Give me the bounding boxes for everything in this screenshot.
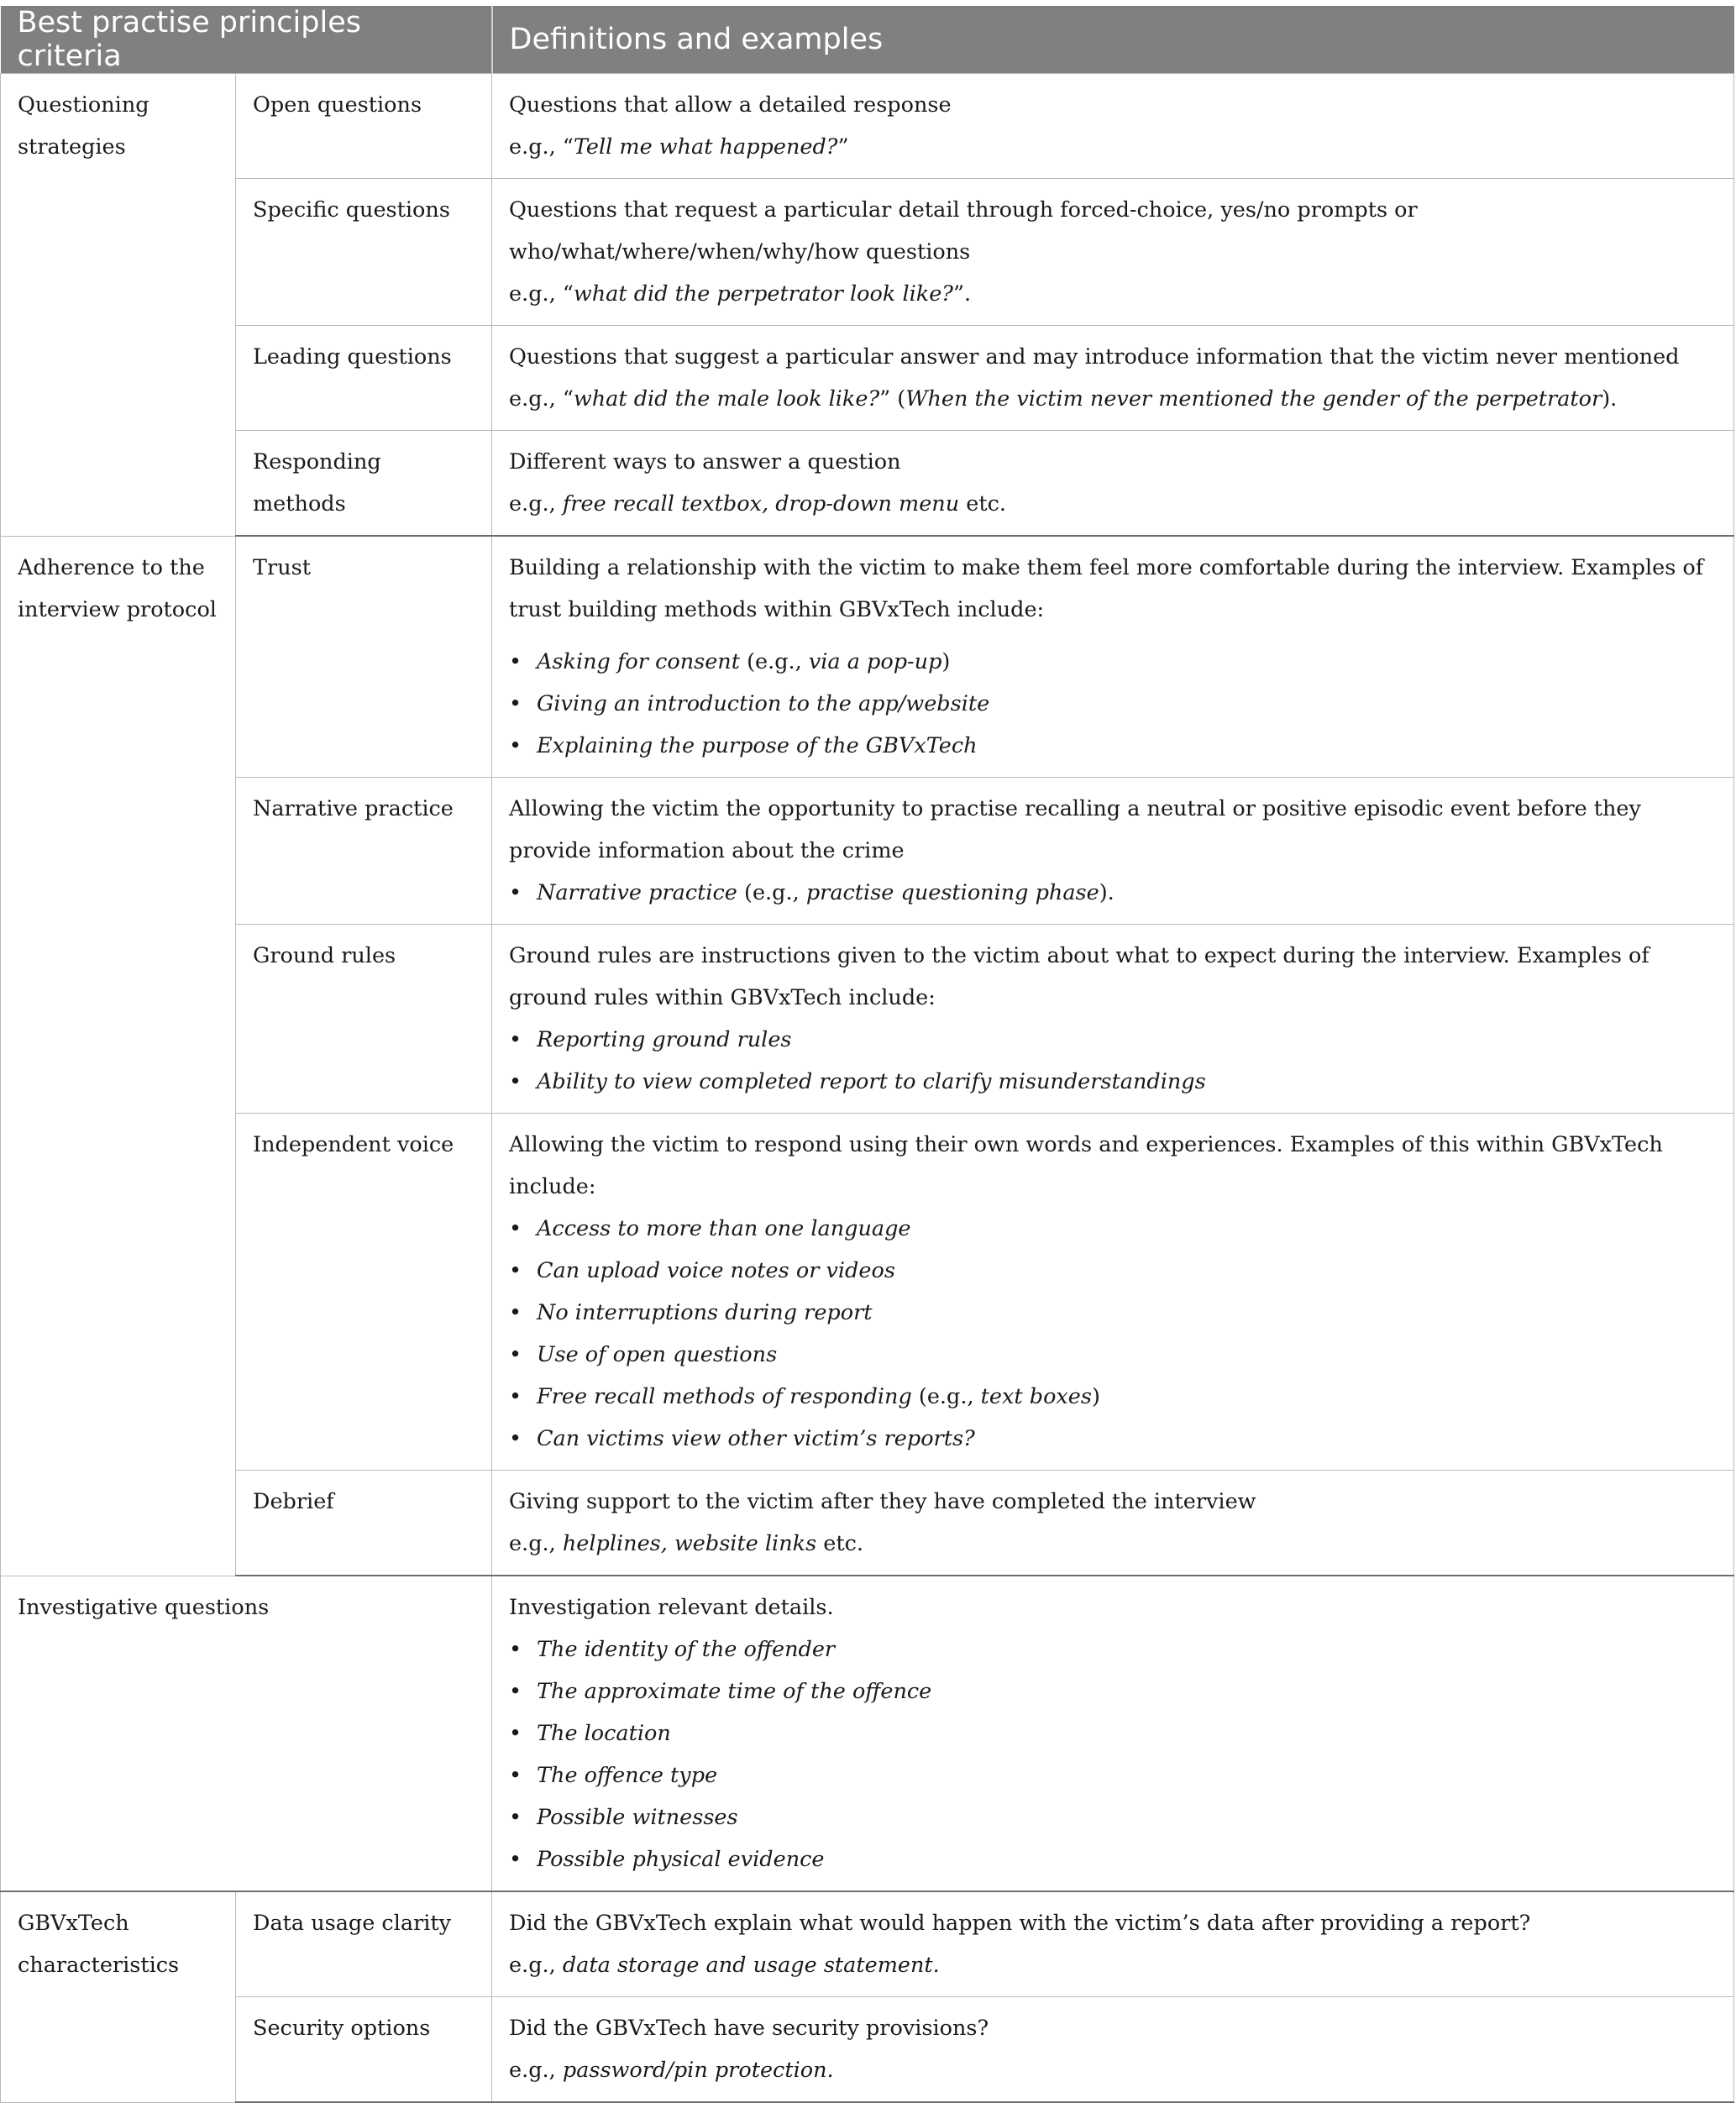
criterion-narrative-practice: Narrative practice — [236, 778, 492, 925]
bullet-list — [509, 1019, 1717, 1103]
list-item: • The offence type — [537, 1754, 1717, 1796]
table-row — [1, 1576, 1734, 1891]
definition-independent-voice: Allowing the victim to respond using their own words and experiences. Examples of this within GBVxTech include: • Access to more than one language • Can upload voice notes or videos • No interruptions during report • Use of open questions • Free recall methods of responding (e.g., text boxes) • Can victims view other victim’s reports? — [492, 1114, 1734, 1471]
definition-investigative-questions: Investigation relevant details. • The identity of the offender • The approximate time of the offence • The location • The offence type • Possible witnesses • Possible physical evidence — [492, 1576, 1734, 1891]
table-row — [1, 179, 1734, 326]
definition-specific-questions: Questions that request a particular detail through forced-choice, yes/no prompts or who/what/where/when/why/how questions e.g., “what did the perpetrator look like?”. — [492, 179, 1734, 326]
definition-security-options: Did the GBVxTech have security provisions? e.g., password/pin protection. — [492, 1997, 1734, 2103]
criterion-open-questions: Open questions — [236, 74, 492, 179]
list-item: • Reporting ground rules — [537, 1019, 1717, 1061]
table-row — [1, 778, 1734, 925]
criterion-trust: Trust — [236, 536, 492, 778]
list-item: • The approximate time of the offence — [537, 1670, 1717, 1712]
group-investigative-questions: Investigative questions — [1, 1576, 492, 1891]
definition-debrief: Giving support to the victim after they have completed the interview e.g., helplines, website links etc. — [492, 1471, 1734, 1576]
criterion-debrief: Debrief — [236, 1471, 492, 1576]
header-definitions: Definitions and examples — [492, 6, 1734, 74]
example: e.g., “what did the male look like?” (When the victim never mentioned the gender of the perpetrator). — [509, 386, 1618, 412]
list-item: • No interruptions during report — [537, 1292, 1717, 1334]
table-row — [1, 1471, 1734, 1576]
example: e.g., “Tell me what happened?” — [509, 134, 849, 160]
definition-open-questions: Questions that allow a detailed response e.g., “Tell me what happened?” — [492, 74, 1734, 179]
bullet-list — [509, 872, 1717, 914]
example: e.g., password/pin protection. — [509, 2058, 834, 2083]
list-item: • The identity of the offender — [537, 1628, 1717, 1670]
bullet-list — [509, 1208, 1717, 1460]
list-item: • Explaining the purpose of the GBVxTech — [537, 725, 1717, 767]
criterion-independent-voice: Independent voice — [236, 1114, 492, 1471]
definition-data-usage-clarity: Did the GBVxTech explain what would happen with the victim’s data after providing a report? e.g., data storage and usage statement. — [492, 1891, 1734, 1997]
list-item: • Possible witnesses — [537, 1796, 1717, 1838]
table-row — [1, 1997, 1734, 2103]
list-item: • Possible physical evidence — [537, 1838, 1717, 1880]
criterion-security-options: Security options — [236, 1997, 492, 2103]
list-item: • Free recall methods of responding (e.g., text boxes) — [537, 1376, 1717, 1418]
header-criteria: Best practise principles criteria — [1, 6, 492, 74]
definition-ground-rules: Ground rules are instructions given to the victim about what to expect during the interview. Examples of ground rules within GBVxTech include: • Reporting ground rules • Ability to view completed report to clarify misunderstandings — [492, 925, 1734, 1114]
bullet-list — [509, 1628, 1717, 1880]
list-item: • Giving an introduction to the app/website — [537, 683, 1717, 725]
criterion-specific-questions: Specific questions — [236, 179, 492, 326]
definition-responding-methods: Different ways to answer a question e.g., free recall textbox, drop-down menu etc. — [492, 431, 1734, 537]
criterion-leading-questions: Leading questions — [236, 326, 492, 431]
table-row — [1, 925, 1734, 1114]
list-item: • Can upload voice notes or videos — [537, 1250, 1717, 1292]
header-row — [1, 6, 1734, 74]
table-row — [1, 1114, 1734, 1471]
criterion-data-usage-clarity: Data usage clarity — [236, 1891, 492, 1997]
list-item: • The location — [537, 1712, 1717, 1754]
table-row — [1, 536, 1734, 778]
criteria-table — [0, 6, 1734, 2103]
list-item: • Use of open questions — [537, 1334, 1717, 1376]
list-item: • Access to more than one language — [537, 1208, 1717, 1250]
example: e.g., helplines, website links etc. — [509, 1531, 864, 1556]
example: e.g., data storage and usage statement. — [509, 1953, 940, 1978]
group-questioning-strategies: Questioning strategies — [1, 74, 236, 537]
group-gbvxtech-characteristics: GBVxTech characteristics — [1, 1891, 236, 2102]
list-item: • Ability to view completed report to clarify misunderstandings — [537, 1061, 1717, 1103]
table-row — [1, 431, 1734, 537]
table-row — [1, 74, 1734, 179]
example: e.g., free recall textbox, drop-down menu etc. — [509, 491, 1006, 517]
list-item: • Narrative practice (e.g., practise questioning phase). — [537, 872, 1717, 914]
table-row — [1, 1891, 1734, 1997]
criterion-ground-rules: Ground rules — [236, 925, 492, 1114]
list-item: • Asking for consent (e.g., via a pop-up) — [537, 641, 1717, 683]
definition-leading-questions: Questions that suggest a particular answer and may introduce information that the victim never mentioned e.g., “what did the male look like?” (When the victim never mentioned the gender of the perpetrator). — [492, 326, 1734, 431]
bullet-list — [509, 641, 1717, 767]
definition-narrative-practice: Allowing the victim the opportunity to practise recalling a neutral or positive episodic event before they provide information about the crime • Narrative practice (e.g., practise questioning phase). — [492, 778, 1734, 925]
criterion-responding-methods: Responding methods — [236, 431, 492, 537]
definition-trust: Building a relationship with the victim to make them feel more comfortable during the interview. Examples of trust building methods within GBVxTech include: • Asking for consent (e.g., via a pop-up) • Giving an introduction to the app/website • Explaining the purpose of the GBVxTech — [492, 536, 1734, 778]
example: e.g., “what did the perpetrator look like?”. — [509, 281, 972, 307]
table-row — [1, 326, 1734, 431]
list-item: • Can victims view other victim’s reports? — [537, 1418, 1717, 1460]
group-adherence: Adherence to the interview protocol — [1, 536, 236, 1576]
